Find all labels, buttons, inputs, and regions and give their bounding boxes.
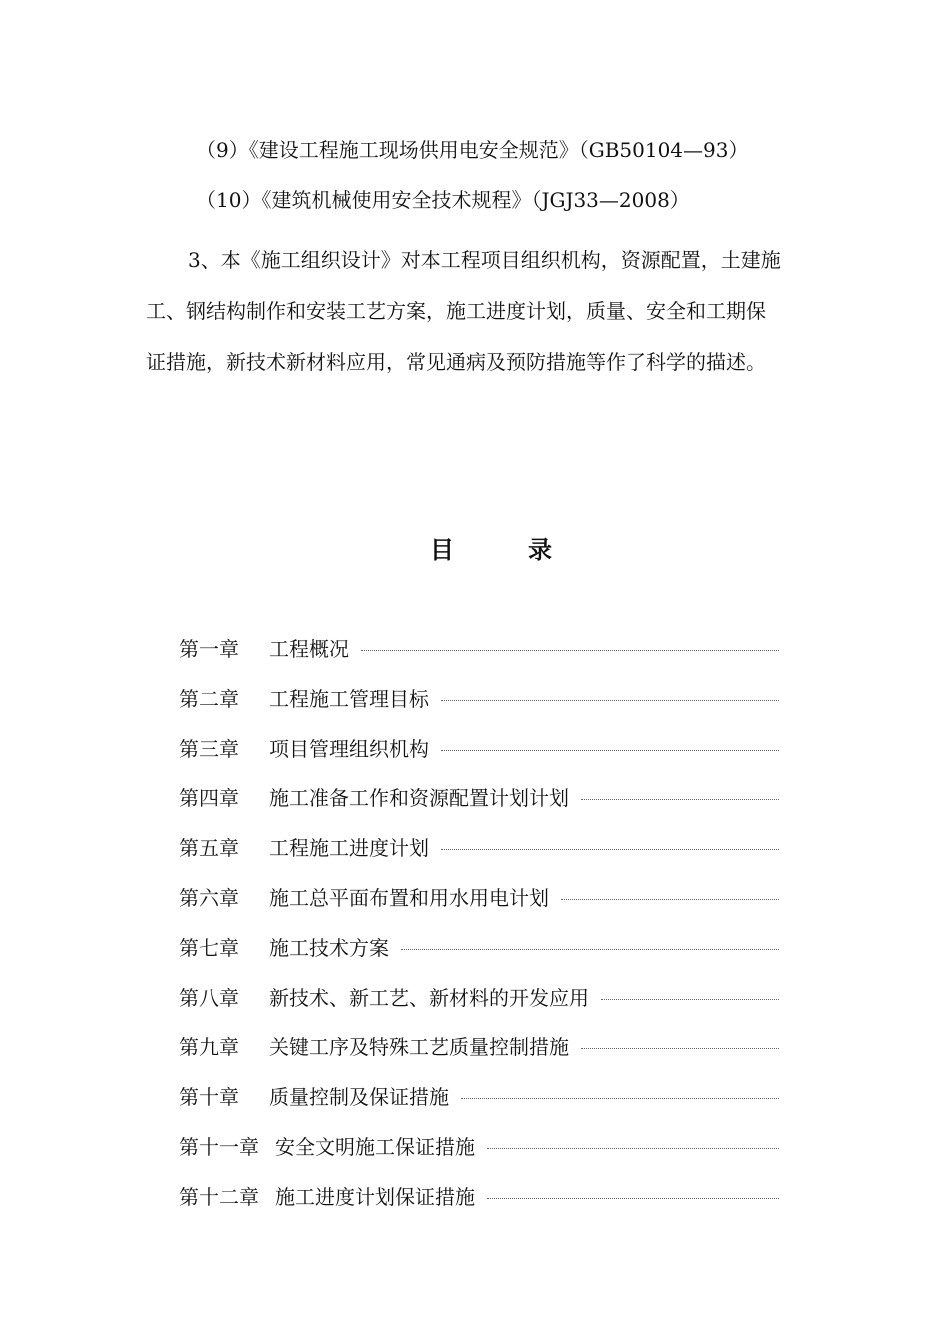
toc-dot-leader bbox=[581, 1030, 779, 1049]
toc-dot-leader bbox=[361, 632, 779, 651]
toc-chapter-title: 施工技术方案 bbox=[269, 935, 389, 960]
reference-item-10: （10）《建筑机械使用安全技术规程》（JGJ33—2008） bbox=[196, 188, 690, 212]
paragraph-line-3: 证措施，新技术新材料应用，常见通病及预防措施等作了科学的描述。 bbox=[146, 350, 766, 374]
toc-chapter-title: 工程施工进度计划 bbox=[269, 836, 429, 861]
toc-dot-leader bbox=[441, 831, 779, 850]
toc-chapter-number: 第七章 bbox=[179, 935, 239, 960]
toc-chapter-title: 质量控制及保证措施 bbox=[269, 1085, 449, 1110]
scope-paragraph bbox=[146, 235, 858, 388]
paragraph-line-2: 工、钢结构制作和安装工艺方案，施工进度计划，质量、安全和工期保 bbox=[146, 299, 766, 323]
toc-entry bbox=[179, 881, 799, 931]
toc-chapter-title: 施工准备工作和资源配置计划计划 bbox=[269, 786, 569, 811]
toc-chapter-number: 第二章 bbox=[179, 686, 239, 711]
toc-chapter-title: 新技术、新工艺、新材料的开发应用 bbox=[269, 985, 589, 1010]
toc-entry bbox=[179, 1130, 799, 1180]
toc-heading-part-2: 录 bbox=[528, 535, 552, 564]
toc-chapter-number: 第一章 bbox=[179, 637, 239, 661]
toc-entry bbox=[179, 632, 799, 682]
toc-entry bbox=[179, 1030, 799, 1080]
toc-chapter-number: 第六章 bbox=[179, 885, 239, 910]
toc-dot-leader bbox=[601, 981, 779, 1000]
toc-dot-leader bbox=[441, 682, 779, 701]
toc-entry bbox=[179, 831, 799, 881]
toc-chapter-title: 工程概况 bbox=[269, 637, 349, 661]
toc-entry bbox=[179, 682, 799, 732]
toc-entry bbox=[179, 732, 799, 782]
toc-dot-leader bbox=[487, 1180, 779, 1199]
toc-dot-leader bbox=[581, 781, 779, 800]
toc-chapter-number: 第十章 bbox=[179, 1085, 239, 1110]
toc-dot-leader bbox=[487, 1130, 779, 1149]
toc-chapter-title: 关键工序及特殊工艺质量控制措施 bbox=[269, 1035, 569, 1060]
toc-chapter-number: 第十二章 bbox=[179, 1184, 259, 1209]
toc-entry bbox=[179, 981, 799, 1031]
toc-chapter-title: 施工进度计划保证措施 bbox=[275, 1184, 475, 1209]
toc-chapter-number: 第三章 bbox=[179, 736, 239, 761]
toc-dot-leader bbox=[441, 732, 779, 751]
toc-chapter-number: 第八章 bbox=[179, 985, 239, 1010]
toc-dot-leader bbox=[461, 1080, 779, 1099]
toc-dot-leader bbox=[401, 931, 779, 950]
toc-heading bbox=[430, 533, 552, 567]
toc-dot-leader bbox=[561, 881, 779, 900]
paragraph-line-1: 3、本《施工组织设计》对本工程项目组织机构，资源配置，土建施 bbox=[188, 248, 781, 272]
toc-chapter-title: 安全文明施工保证措施 bbox=[275, 1134, 475, 1159]
toc-heading-part-1: 目 bbox=[430, 535, 454, 564]
toc-chapter-number: 第四章 bbox=[179, 786, 239, 811]
toc-chapter-number: 第十一章 bbox=[179, 1134, 259, 1159]
reference-item-9: （9）《建设工程施工现场供用电安全规范》（GB50104—93） bbox=[196, 138, 749, 162]
table-of-contents bbox=[179, 632, 799, 1230]
toc-chapter-number: 第五章 bbox=[179, 836, 239, 861]
toc-entry bbox=[179, 1080, 799, 1130]
toc-entry bbox=[179, 1180, 799, 1230]
toc-chapter-title: 施工总平面布置和用水用电计划 bbox=[269, 885, 549, 910]
toc-chapter-title: 项目管理组织机构 bbox=[269, 736, 429, 761]
toc-entry bbox=[179, 781, 799, 831]
toc-chapter-number: 第九章 bbox=[179, 1035, 239, 1060]
toc-chapter-title: 工程施工管理目标 bbox=[269, 686, 429, 711]
toc-entry bbox=[179, 931, 799, 981]
